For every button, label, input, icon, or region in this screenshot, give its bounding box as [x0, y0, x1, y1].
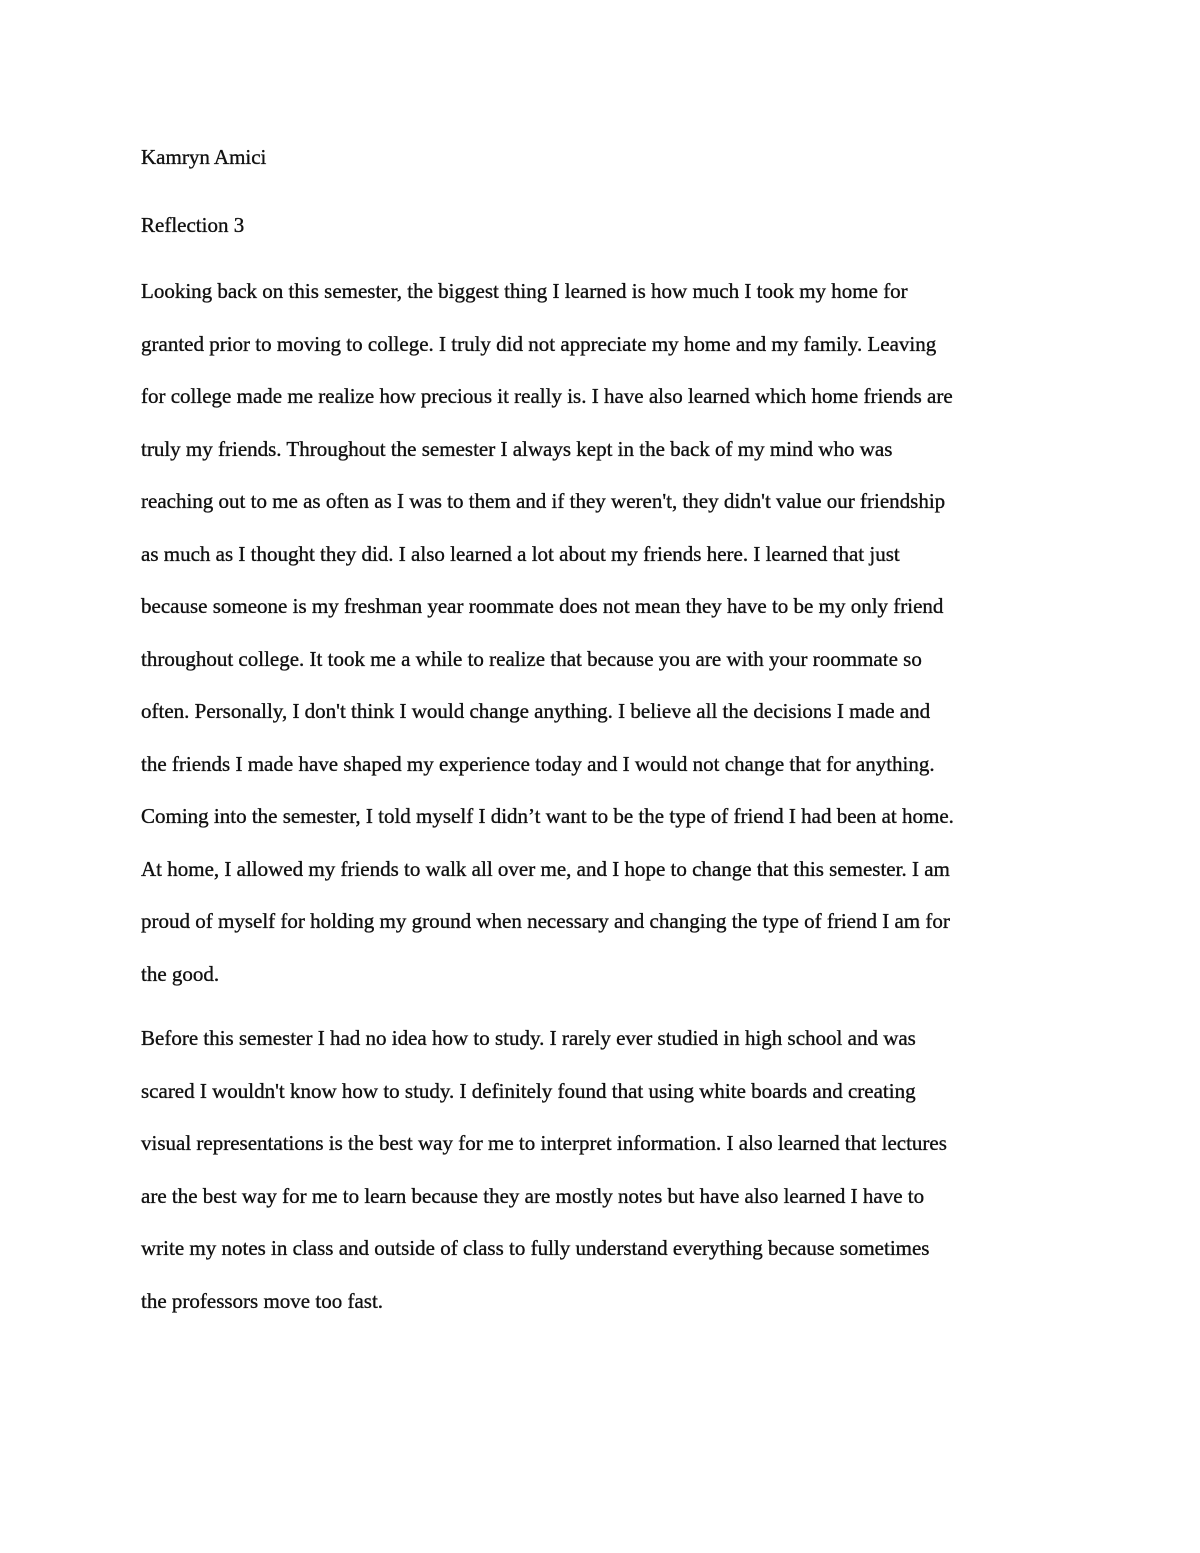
paragraph-2	[141, 1024, 1061, 1339]
paragraph-line: because someone is my freshman year roommate does not mean they have to be my only friend	[141, 594, 944, 618]
paragraph-line: At home, I allowed my friends to walk all over me, and I hope to change that this semester. I am	[141, 856, 950, 881]
paragraph-line: scared I wouldn't know how to study. I definitely found that using white boards and creating	[141, 1078, 916, 1103]
paragraph-line: the good.	[141, 961, 220, 986]
paragraph-line: proud of myself for holding my ground when necessary and changing the type of friend I am for	[141, 909, 950, 933]
paragraph-line: write my notes in class and outside of class to fully understand everything because sometimes	[141, 1236, 930, 1260]
paragraph-line: reaching out to me as often as I was to them and if they weren't, they didn't value our friendship	[141, 489, 946, 513]
author-name: Kamryn Amici	[141, 145, 267, 169]
paragraph-line: the professors move too fast.	[141, 1288, 384, 1313]
paragraph-line: visual representations is the best way for me to interpret information. I also learned that lectures	[141, 1131, 947, 1155]
document-title: Reflection 3	[141, 213, 245, 237]
paragraph-line: are the best way for me to learn because they are mostly notes but have also learned I have to	[141, 1183, 925, 1208]
paragraph-line: throughout college. It took me a while to realize that because you are with your roommate so	[141, 646, 922, 671]
paragraph-line: often. Personally, I don't think I would change anything. I believe all the decisions I made and	[141, 699, 931, 723]
paragraph-1	[141, 277, 1061, 1012]
paragraph-line: as much as I thought they did. I also learned a lot about my friends here. I learned that just	[141, 541, 900, 566]
paragraph-line: the friends I made have shaped my experience today and I would not change that for anything.	[141, 751, 935, 776]
paragraph-line: Looking back on this semester, the biggest thing I learned is how much I took my home for	[141, 279, 908, 303]
paragraph-line: Coming into the semester, I told myself I didn’t want to be the type of friend I had been at home.	[141, 804, 954, 828]
paragraph-line: Before this semester I had no idea how to study. I rarely ever studied in high school and was	[141, 1026, 916, 1050]
paragraph-line: truly my friends. Throughout the semester I always kept in the back of my mind who was	[141, 436, 893, 461]
paragraph-line: for college made me realize how precious it really is. I have also learned which home friends are	[141, 384, 953, 408]
paragraph-line: granted prior to moving to college. I truly did not appreciate my home and my family. Leaving	[141, 331, 937, 356]
